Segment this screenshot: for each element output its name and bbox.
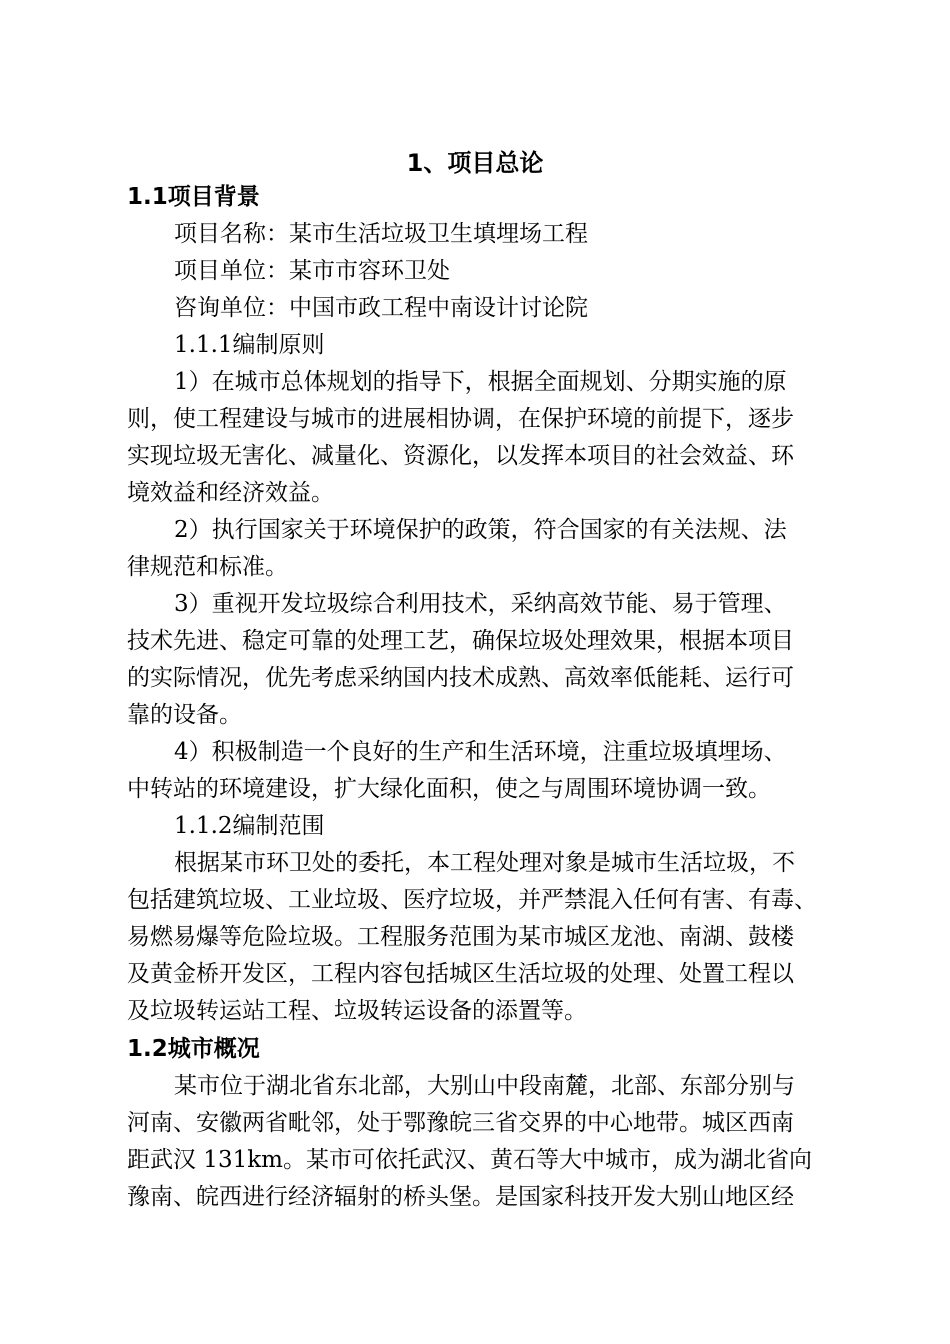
project-unit-line: 项目单位：某市市容环卫处 [174, 258, 450, 284]
subsection-heading-1-1-1: 1.1.1编制原则 [174, 332, 325, 358]
paragraph-line: 4）积极制造一个良好的生产和生活环境，注重垃圾填埋场、 [174, 739, 787, 765]
paragraph-line: 的实际情况，优先考虑采纳国内技术成熟、高效率低能耗、运行可 [127, 665, 794, 691]
chapter-title: 1、项目总论 [406, 149, 544, 177]
paragraph-line: 及垃圾转运站工程、垃圾转运设备的添置等。 [127, 998, 587, 1024]
paragraph-line: 3）重视开发垃圾综合利用技术，采纳高效节能、易于管理、 [174, 591, 787, 617]
paragraph-line: 河南、安徽两省毗邻，处于鄂豫皖三省交界的中心地带。城区西南 [127, 1110, 794, 1136]
paragraph-line: 1）在城市总体规划的指导下，根据全面规划、分期实施的原 [174, 369, 787, 395]
paragraph-line: 律规范和标准。 [127, 554, 288, 580]
subsection-heading-1-1-2: 1.1.2编制范围 [174, 813, 325, 839]
paragraph-line: 2）执行国家关于环境保护的政策，符合国家的有关法规、法 [174, 517, 787, 543]
paragraph-line: 中转站的环境建设，扩大绿化面积，使之与周围环境协调一致。 [127, 776, 771, 802]
section-heading-1-1: 1.1项目背景 [127, 184, 260, 210]
section-heading-1-2: 1.2城市概况 [127, 1036, 260, 1062]
paragraph-line: 实现垃圾无害化、减量化、资源化，以发挥本项目的社会效益、环 [127, 443, 794, 469]
paragraph-line: 易燃易爆等危险垃圾。工程服务范围为某市城区龙池、南湖、鼓楼 [127, 924, 794, 950]
paragraph-line: 豫南、皖西进行经济辐射的桥头堡。是国家科技开发大别山地区经 [127, 1184, 794, 1210]
paragraph-line: 根据某市环卫处的委托，本工程处理对象是城市生活垃圾，不 [174, 850, 795, 876]
paragraph-line: 包括建筑垃圾、工业垃圾、医疗垃圾，并严禁混入任何有害、有毒、 [127, 887, 817, 913]
paragraph-line: 及黄金桥开发区，工程内容包括城区生活垃圾的处理、处置工程以 [127, 961, 794, 987]
paragraph-line: 技术先进、稳定可靠的处理工艺，确保垃圾处理效果，根据本项目 [127, 628, 794, 654]
paragraph-line: 靠的设备。 [127, 702, 242, 728]
paragraph-line: 则，使工程建设与城市的进展相协调，在保护环境的前提下，逐步 [127, 406, 794, 432]
paragraph-line: 距武汉 131km。某市可依托武汉、黄石等大中城市，成为湖北省向 [127, 1147, 812, 1173]
project-name-line: 项目名称：某市生活垃圾卫生填埋场工程 [174, 221, 588, 247]
paragraph-line: 某市位于湖北省东北部，大别山中段南麓，北部、东部分别与 [174, 1073, 795, 1099]
paragraph-line: 境效益和经济效益。 [127, 480, 334, 506]
consulting-unit-line: 咨询单位：中国市政工程中南设计讨论院 [174, 295, 588, 321]
